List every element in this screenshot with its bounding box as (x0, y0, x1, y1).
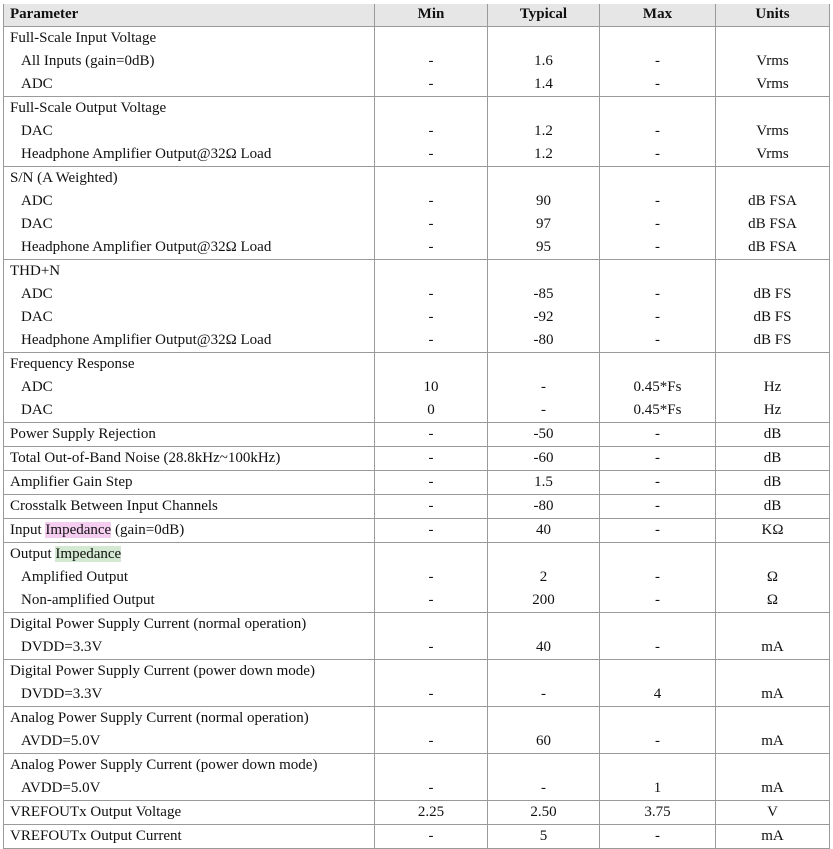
max-cell (600, 754, 716, 801)
typ-cell (488, 260, 600, 353)
max-cell (600, 519, 716, 543)
unit-value: dB FS (753, 286, 792, 302)
typ-cell (488, 754, 600, 801)
max-cell (600, 801, 716, 825)
parameter-cell (4, 543, 375, 613)
typ-cell (488, 447, 600, 471)
max-cell (600, 471, 716, 495)
spacer (494, 543, 593, 566)
unit-cell (716, 707, 830, 754)
max-value: - (655, 332, 660, 348)
max-value: - (655, 569, 660, 585)
specification-table (3, 2, 830, 849)
parameter-cell (4, 495, 375, 519)
typ-cell (488, 543, 600, 613)
unit-value: dB (763, 474, 782, 490)
min-value: - (428, 76, 434, 92)
spacer (494, 707, 593, 730)
header-max: Max (600, 3, 716, 27)
max-value: - (655, 828, 660, 844)
spacer (494, 613, 593, 636)
group-title: Analog Power Supply Current (normal operation) (10, 710, 309, 726)
unit-value: mA (761, 639, 784, 655)
max-value: - (655, 123, 660, 139)
table-row (4, 167, 830, 260)
unit-cell (716, 519, 830, 543)
typ-value: 60 (536, 733, 551, 749)
table-row (4, 754, 830, 801)
min-value: - (428, 828, 434, 844)
unit-value: mA (761, 828, 784, 844)
unit-cell (716, 353, 830, 423)
group-title: Full-Scale Output Voltage (10, 100, 167, 116)
typ-cell (488, 660, 600, 707)
max-cell (600, 27, 716, 97)
parameter-name: DVDD=3.3V (21, 639, 103, 655)
typ-value: 1.4 (534, 76, 553, 92)
table-row (4, 825, 830, 849)
spacer (606, 27, 709, 50)
unit-cell (716, 613, 830, 660)
spacer (494, 27, 593, 50)
parameter-name: All Inputs (gain=0dB) (21, 53, 155, 69)
parameter-cell (4, 447, 375, 471)
min-cell (375, 613, 488, 660)
parameter-name: ADC (21, 193, 53, 209)
max-value: 0.45*Fs (633, 379, 682, 395)
max-value: - (655, 239, 660, 255)
unit-value: dB FS (753, 332, 792, 348)
unit-value: dB (763, 450, 782, 466)
parameter-cell (4, 754, 375, 801)
spacer (722, 660, 823, 683)
min-value: - (428, 216, 434, 232)
typ-cell (488, 801, 600, 825)
highlighted-term: Impedance (45, 522, 112, 538)
unit-cell (716, 660, 830, 707)
unit-value: dB FS (753, 309, 792, 325)
table-row (4, 447, 830, 471)
min-cell (375, 471, 488, 495)
name-prefix: Output (10, 546, 56, 562)
unit-cell (716, 97, 830, 167)
spacer (494, 660, 593, 683)
typ-value: 1.2 (534, 146, 553, 162)
min-value: - (428, 733, 434, 749)
max-value: - (655, 450, 660, 466)
min-value: - (428, 450, 434, 466)
max-value: - (655, 592, 660, 608)
min-cell (375, 707, 488, 754)
unit-value: Vrms (756, 53, 789, 69)
max-value: - (655, 286, 660, 302)
header-parameter: Parameter (4, 3, 375, 27)
group-title (10, 543, 368, 566)
spacer (606, 754, 709, 777)
max-cell (600, 167, 716, 260)
max-cell (600, 825, 716, 849)
unit-cell (716, 167, 830, 260)
min-cell (375, 423, 488, 447)
group-title: Analog Power Supply Current (power down mode) (10, 757, 318, 773)
spacer (722, 97, 823, 120)
min-cell (375, 27, 488, 97)
typ-cell (488, 353, 600, 423)
spacer (722, 754, 823, 777)
spacer (381, 543, 481, 566)
unit-value: Vrms (756, 123, 789, 139)
parameter-name: Amplifier Gain Step (10, 474, 133, 490)
group-title: THD+N (10, 263, 61, 279)
max-value: - (655, 53, 660, 69)
min-value: - (428, 780, 434, 796)
parameter-name: Total Out-of-Band Noise (28.8kHz~100kHz) (10, 450, 281, 466)
max-value: - (655, 426, 660, 442)
parameter-name: DAC (21, 402, 53, 418)
spacer (381, 353, 481, 376)
max-cell (600, 543, 716, 613)
spacer (606, 260, 709, 283)
typ-cell (488, 519, 600, 543)
spacer (722, 543, 823, 566)
table-row (4, 27, 830, 97)
spacer (494, 97, 593, 120)
min-value: - (428, 146, 434, 162)
unit-value: dB FSA (748, 193, 797, 209)
min-cell (375, 447, 488, 471)
max-value: - (655, 522, 660, 538)
spacer (381, 613, 481, 636)
unit-value: dB (763, 498, 782, 514)
unit-cell (716, 447, 830, 471)
min-cell (375, 754, 488, 801)
max-cell (600, 97, 716, 167)
unit-value: Vrms (756, 146, 789, 162)
parameter-name: AVDD=5.0V (21, 733, 101, 749)
max-cell (600, 613, 716, 660)
min-value: - (428, 569, 434, 585)
typ-cell (488, 471, 600, 495)
parameter-name: DAC (21, 309, 53, 325)
max-value: 1 (653, 780, 662, 796)
table-row (4, 660, 830, 707)
group-title: Digital Power Supply Current (normal operation) (10, 616, 307, 632)
table-row (4, 471, 830, 495)
unit-value: Hz (763, 402, 782, 418)
spacer (606, 660, 709, 683)
unit-cell (716, 825, 830, 849)
highlighted-term: Impedance (55, 546, 122, 562)
name-suffix: (gain=0dB) (111, 522, 185, 538)
min-value: - (428, 286, 434, 302)
unit-value: mA (761, 733, 784, 749)
min-value: 10 (423, 379, 439, 395)
typ-cell (488, 495, 600, 519)
spacer (494, 754, 593, 777)
header-min: Min (375, 3, 488, 27)
min-value: - (428, 309, 434, 325)
parameter-cell (4, 660, 375, 707)
unit-cell (716, 495, 830, 519)
spacer (606, 97, 709, 120)
min-value: 2.25 (417, 804, 445, 820)
min-value: - (428, 686, 434, 702)
parameter-name: Headphone Amplifier Output@32Ω Load (21, 239, 272, 255)
parameter-cell (4, 423, 375, 447)
spacer (722, 353, 823, 376)
spacer (722, 613, 823, 636)
typ-cell (488, 423, 600, 447)
parameter-cell (4, 471, 375, 495)
max-value: - (655, 474, 660, 490)
min-cell (375, 167, 488, 260)
typ-value: 95 (536, 239, 551, 255)
unit-value: Ω (766, 569, 779, 585)
spacer (722, 260, 823, 283)
spacer (381, 167, 481, 190)
min-cell (375, 543, 488, 613)
parameter-name: ADC (21, 286, 53, 302)
parameter-cell (4, 707, 375, 754)
parameter-name: DVDD=3.3V (21, 686, 103, 702)
parameter-cell (4, 613, 375, 660)
spacer (606, 167, 709, 190)
unit-cell (716, 754, 830, 801)
parameter-cell (4, 27, 375, 97)
table-row (4, 613, 830, 660)
table-row (4, 519, 830, 543)
spacer (494, 353, 593, 376)
cropped-caption-edge (0, 0, 833, 4)
spacer (494, 167, 593, 190)
parameter-cell (4, 825, 375, 849)
spacer (381, 97, 481, 120)
name-prefix: Input (10, 522, 46, 538)
typ-value: 90 (536, 193, 551, 209)
spacer (381, 660, 481, 683)
min-value: - (428, 498, 434, 514)
spacer (381, 260, 481, 283)
header-units: Units (716, 3, 830, 27)
max-value: - (655, 309, 660, 325)
min-cell (375, 260, 488, 353)
unit-value: KΩ (761, 522, 784, 538)
max-value: - (655, 733, 660, 749)
typ-value: 40 (536, 639, 551, 655)
spacer (606, 613, 709, 636)
parameter-name: AVDD=5.0V (21, 780, 101, 796)
header-typical: Typical (488, 3, 600, 27)
parameter-name: Crosstalk Between Input Channels (10, 498, 218, 514)
parameter-name: Headphone Amplifier Output@32Ω Load (21, 332, 272, 348)
max-cell (600, 353, 716, 423)
max-value: - (655, 216, 660, 232)
group-title: Digital Power Supply Current (power down mode) (10, 663, 315, 679)
group-title: Frequency Response (10, 356, 135, 372)
typ-cell (488, 613, 600, 660)
spacer (606, 707, 709, 730)
typ-value: -85 (533, 286, 554, 302)
max-cell (600, 447, 716, 471)
typ-value: -60 (533, 450, 554, 466)
spacer (381, 27, 481, 50)
typ-value: 1.2 (534, 123, 553, 139)
min-value: - (428, 639, 434, 655)
typ-value: - (541, 780, 546, 796)
min-cell (375, 825, 488, 849)
parameter-cell (4, 260, 375, 353)
typ-value: - (541, 402, 546, 418)
table-row (4, 423, 830, 447)
typ-value: 1.5 (534, 474, 553, 490)
typ-value: - (541, 686, 546, 702)
typ-value: -80 (533, 498, 554, 514)
table-row (4, 353, 830, 423)
unit-value: Ω (766, 592, 779, 608)
spacer (381, 707, 481, 730)
min-cell (375, 97, 488, 167)
min-cell (375, 519, 488, 543)
typ-cell (488, 825, 600, 849)
spacer (606, 543, 709, 566)
min-value: - (428, 193, 434, 209)
typ-value: - (541, 379, 546, 395)
unit-cell (716, 543, 830, 613)
parameter-cell (4, 167, 375, 260)
unit-value: Vrms (756, 76, 789, 92)
parameter-name: ADC (21, 76, 53, 92)
table-row (4, 543, 830, 613)
parameter-cell (4, 353, 375, 423)
header-row (4, 3, 830, 27)
parameter-cell (4, 801, 375, 825)
max-cell (600, 660, 716, 707)
table-row (4, 97, 830, 167)
min-value: - (428, 239, 434, 255)
parameter-name: Power Supply Rejection (10, 426, 156, 442)
unit-value: dB FSA (748, 216, 797, 232)
max-value: - (655, 639, 660, 655)
min-cell (375, 801, 488, 825)
spacer (722, 27, 823, 50)
parameter-name: VREFOUTx Output Voltage (10, 804, 182, 820)
min-value: - (428, 426, 434, 442)
parameter-name: DAC (21, 216, 53, 232)
max-value: - (655, 498, 660, 514)
typ-cell (488, 27, 600, 97)
typ-value: 2 (539, 569, 548, 585)
group-title: Full-Scale Input Voltage (10, 30, 157, 46)
min-value: - (428, 474, 434, 490)
min-cell (375, 353, 488, 423)
parameter-name: ADC (21, 379, 53, 395)
spacer (494, 260, 593, 283)
min-cell (375, 495, 488, 519)
typ-value: 97 (536, 216, 551, 232)
max-value: 0.45*Fs (633, 402, 682, 418)
spacer (381, 754, 481, 777)
max-value: - (655, 193, 660, 209)
table-row (4, 707, 830, 754)
max-value: 4 (653, 686, 662, 702)
typ-value: 200 (532, 592, 555, 608)
spacer (722, 707, 823, 730)
parameter-name (10, 519, 368, 542)
unit-cell (716, 423, 830, 447)
max-cell (600, 423, 716, 447)
parameter-cell (4, 97, 375, 167)
min-value: - (428, 53, 434, 69)
unit-cell (716, 27, 830, 97)
unit-cell (716, 801, 830, 825)
unit-cell (716, 471, 830, 495)
parameter-name: VREFOUTx Output Current (10, 828, 182, 844)
spacer (606, 353, 709, 376)
min-value: - (428, 522, 434, 538)
typ-value: -92 (533, 309, 554, 325)
min-value: - (428, 592, 434, 608)
group-title: S/N (A Weighted) (10, 170, 118, 186)
table-row (4, 801, 830, 825)
typ-value: 1.6 (534, 53, 553, 69)
max-cell (600, 495, 716, 519)
parameter-cell (4, 519, 375, 543)
unit-value: mA (761, 780, 784, 796)
unit-value: mA (761, 686, 784, 702)
table-row (4, 495, 830, 519)
min-value: - (428, 332, 434, 348)
spacer (722, 167, 823, 190)
typ-value: 2.50 (530, 804, 557, 820)
parameter-name: Headphone Amplifier Output@32Ω Load (21, 146, 272, 162)
max-cell (600, 707, 716, 754)
parameter-name: Non-amplified Output (21, 592, 155, 608)
parameter-name: DAC (21, 123, 53, 139)
max-value: 3.75 (644, 804, 671, 820)
typ-value: 5 (539, 828, 548, 844)
min-value: 0 (427, 402, 435, 418)
typ-cell (488, 97, 600, 167)
unit-cell (716, 260, 830, 353)
max-value: - (655, 146, 660, 162)
unit-value: dB FSA (748, 239, 797, 255)
typ-cell (488, 707, 600, 754)
unit-value: V (767, 804, 778, 820)
unit-value: Hz (763, 379, 782, 395)
typ-cell (488, 167, 600, 260)
typ-value: -80 (533, 332, 554, 348)
table-row (4, 260, 830, 353)
typ-value: -50 (533, 426, 554, 442)
parameter-name: Amplified Output (21, 569, 129, 585)
max-value: - (655, 76, 660, 92)
unit-value: dB (763, 426, 782, 442)
min-value: - (428, 123, 434, 139)
min-cell (375, 660, 488, 707)
max-cell (600, 260, 716, 353)
typ-value: 40 (536, 522, 551, 538)
